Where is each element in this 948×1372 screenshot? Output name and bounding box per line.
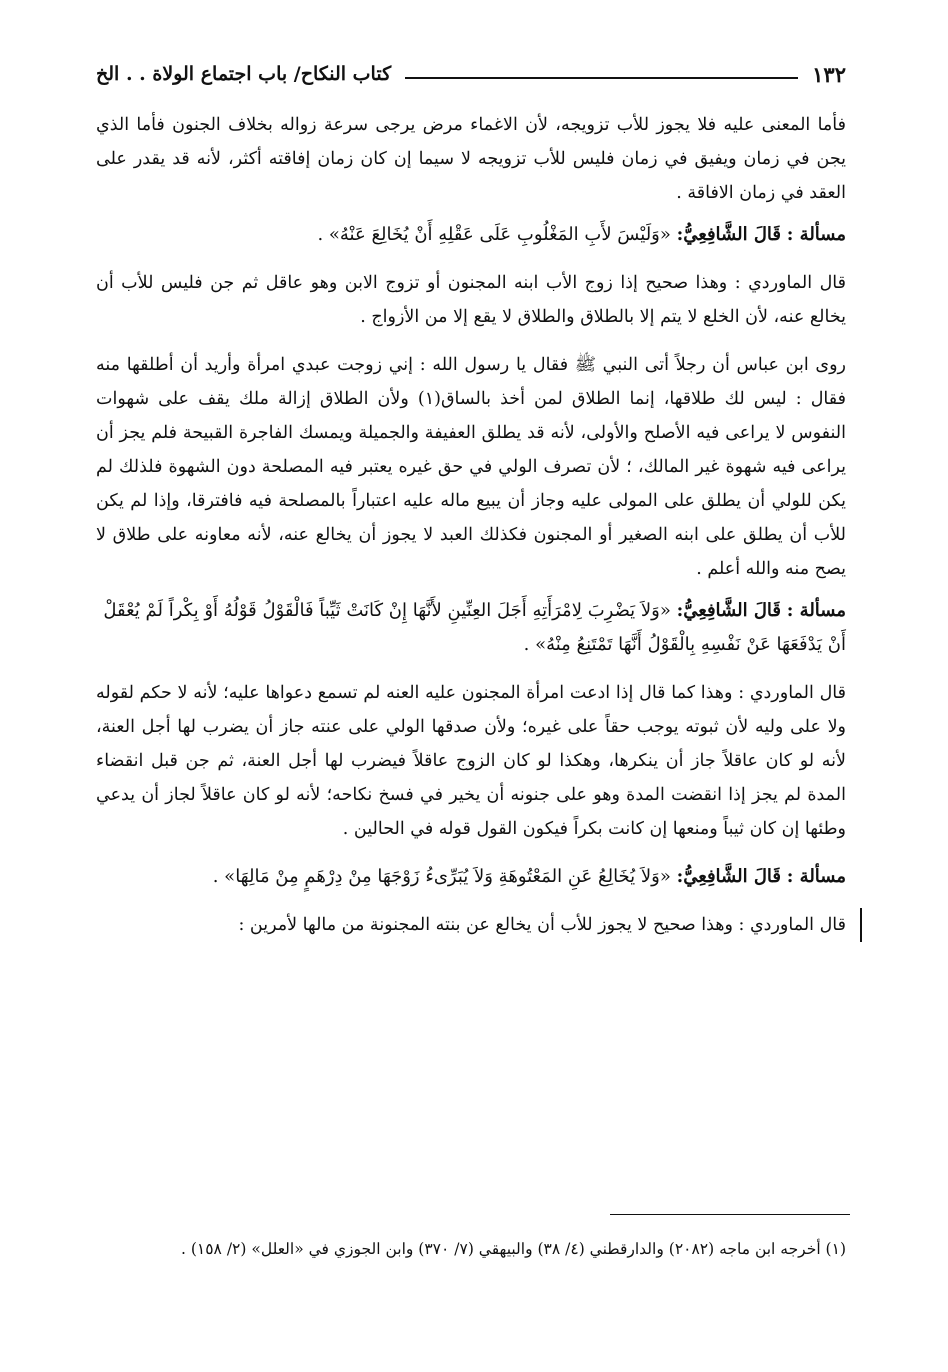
page-number: ١٣٢ <box>812 61 846 87</box>
book-page <box>96 52 846 1352</box>
masala-speaker: قَالَ الشَّافِعِيُّ: <box>676 866 782 887</box>
paragraph-5: قال الماوردي : وهذا صحيح لا يجوز للأب أن يخالع عن بنته المجنونة من مالها لأمرين : <box>238 915 846 935</box>
masala-speaker: قَالَ الشَّافِعِيُّ: <box>676 224 782 245</box>
masala-1 <box>96 218 846 252</box>
paragraph-1: فأما المعنى عليه فلا يجوز للأب تزويجه، لأن الاغماء مرض يرجى سرعة زواله بخلاف الجنون فأما الذي يجن في زمان ويفيق في زمان فليس للأب تزويجه لا سيما إن كان زمان إفاقته أكثر، لأنه قد يقدر على العقد في زمان الافاقة . <box>96 115 846 203</box>
masala-quote: «وَلاَ يُخَالِعُ عَنِ المَعْتُوهَةِ وَلاَ يُبَرِّىءُ زَوْجَهَا مِنْ دِرْهَمٍ مِنْ مَالِهَا» . <box>212 866 671 887</box>
masala-label: مسألة : <box>786 224 846 245</box>
running-header <box>96 52 846 96</box>
masala-label: مسألة : <box>786 600 846 621</box>
masala-2 <box>96 594 846 662</box>
masala-speaker: قَالَ الشَّافِعِيُّ: <box>676 600 782 621</box>
paragraph-2: قال الماوردي : وهذا صحيح إذا زوج الأب ابنه المجنون أو تزوج الابن وهو عاقل ثم جن فليس للأب أن يخالع عنه، لأن الخلع لا يتم إلا بالطلاق والطلاق لا يقع إلا من الأزواج . <box>96 273 846 327</box>
header-rule <box>405 77 798 79</box>
running-title: كتاب النكاح/ باب اجتماع الولاة . . الخ <box>96 63 392 85</box>
footnote-rule <box>610 1214 850 1215</box>
masala-label: مسألة : <box>786 866 846 887</box>
masala-quote: «وَلاَ يَضْرِبَ لِامْرَأَتِهِ أَجَلَ العِنِّينِ لأَنَّهَا إِنْ كَانَتْ ثَيِّباً فَالْقَوْلُ قَوْلُهُ أَوْ بِكْراً لَمْ يُعْقَلْ أَنْ يَدْفَعَهَا عَنْ نَفْسِهِ بِالْقَوْلُ أَنَّهَا تَمْتَنِعُ مِنْهُ» . <box>103 600 846 655</box>
margin-mark <box>860 908 862 942</box>
footnote: (١) أخرجه ابن ماجه (٢٠٨٢) والدارقطني (٤/ ٣٨) والبيهقي (٧/ ٣٧٠) وابن الجوزي في «العلل» (٢/ ١٥٨) . <box>181 1240 846 1258</box>
paragraph-3: روى ابن عباس أن رجلاً أتى النبي ﷺ فقال يا رسول الله : إني زوجت عبدي امرأة وأريد أن أطلقها منه فقال : ليس لك طلاقها، إنما الطلاق لمن أخذ بالساق(١) ولأن الطلاق إزالة ملك يقف على شهوات النفوس لا يراعى فيه الأصلح والأولى، لأنه قد يطلق العفيفة والجميلة ويمسك الفاجرة القبيحة فلم يجز أن يراعى فيه شهوة غير المالك، ؛ لأن تصرف الولي في حق غيره يعتبر فيه المصلحة دون الشهوة فلذلك لم يكن للولي أن يطلق على المولى عليه وجاز أن يبيع ماله عليه اعتباراً بالمصلحة فيه فافترقا، وإذا لم يكن للأب أن يطلق على ابنه الصغير أو المجنون فكذلك العبد لا يجوز أن يخالع عنه، لأنه معاونه على طلاق لا يصح منه والله أعلم . <box>96 355 846 579</box>
masala-3 <box>96 860 846 894</box>
masala-quote: «وَلَيْسَ لأَبِ المَغْلُوبِ عَلَى عَقْلِهِ أَنْ يُخَالِعَ عَنْهُ» . <box>317 224 671 245</box>
paragraph-4: قال الماوردي : وهذا كما قال إذا ادعت امرأة المجنون عليه العنه لم تسمع دعواها عليه؛ لأنه لا حكم لقوله ولا على وليه لأن ثبوته يوجب حقاً على غيره؛ ولأن صدقها الولي على عنته جاز أن يضرب لها أجل العنة، لأنه لو كان عاقلاً جاز أن ينكرها، وهكذا لو كان الزوج عاقلاً فيضرب لها أجل العنة، ثم جن قبل انقضاء المدة لم يجز إذا انقضت المدة وهو على جنونه أن يخير في فسخ نكاحه؛ لأنه لو كان عاقلاً لجاز أن يدعي وطئها إن كان ثيباً ومنعها إن كانت بكراً فيكون القول قوله في الحالين . <box>96 683 846 839</box>
